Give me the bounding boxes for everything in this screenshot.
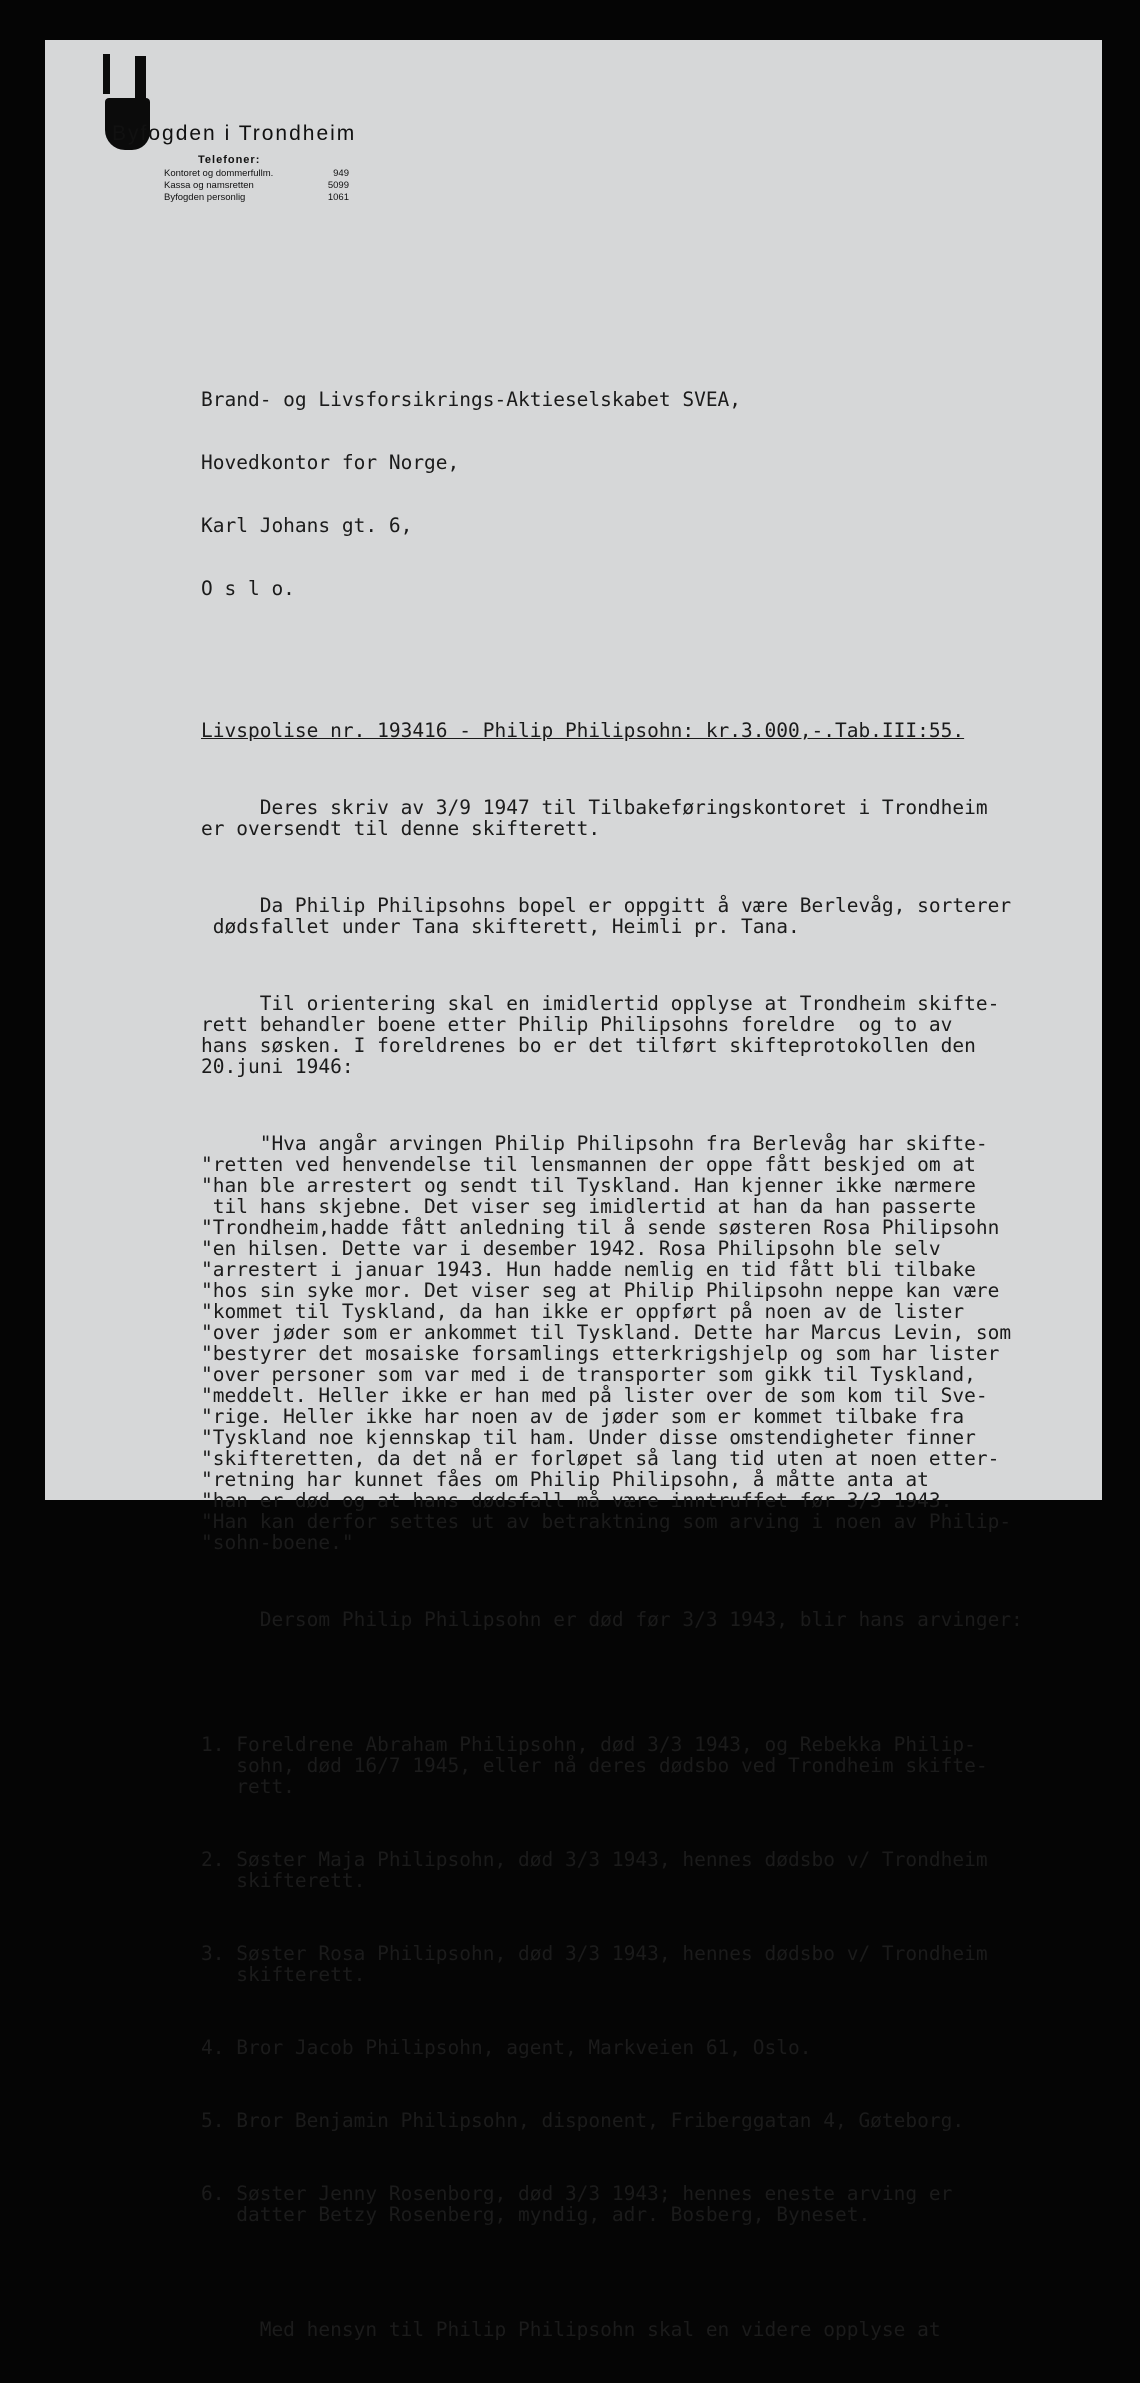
paragraph: Da Philip Philipsohns bopel er oppgitt å være Berlevåg, sorterer dødsfallet under Tana skifterett, Heimli pr. Tana.	[212, 894, 1012, 938]
heir-item: 4. Bror Jacob Philipsohn, agent, Markveien 61, Oslo.	[201, 2036, 812, 2059]
phone-label: Kontoret og dommerfullm.	[164, 168, 274, 179]
ink-blot	[135, 56, 146, 100]
phone-label: Byfogden personlig	[164, 192, 246, 203]
phones-heading: Telefoner:	[198, 154, 261, 166]
address-line: Brand- og Livsforsikrings-Aktieselskabet SVEA,	[201, 388, 742, 411]
heirs-intro: Dersom Philip Philipsohn er død før 3/3 1943, blir hans arvinger:	[201, 1608, 1023, 1631]
paragraph: Til orientering skal en imidlertid opplyse at Trondheim skifte- rett behandler boene etter Philip Philipsohns foreldre og to av hans søsken. I foreldrenes bo er det tilført skifteprotokollen den 20.juni 1946:	[201, 992, 1000, 1078]
heir-item: 1. Foreldrene Abraham Philipsohn, død 3/3 1943, og Rebekka Philip- sohn, død 16/7 1945, eller nå deres dødsbo ved Trondheim skifte- rett.	[201, 1733, 988, 1798]
recipient-address	[201, 347, 1081, 641]
phone-row	[164, 168, 349, 180]
closing-line: Med hensyn til Philip Philipsohn skal en videre opplyse at	[201, 2318, 941, 2341]
phone-row	[164, 180, 349, 192]
heir-item: 2. Søster Maja Philipsohn, død 3/3 1943, hennes dødsbo v/ Trondheim skifterett.	[201, 1848, 988, 1892]
letter-body	[201, 305, 1081, 2382]
address-line: Karl Johans gt. 6,	[201, 514, 413, 537]
paragraph: Deres skriv av 3/9 1947 til Tilbakeføringskontoret i Trondheim er oversendt til denne skifterett.	[201, 796, 988, 840]
address-line: Hovedkontor for Norge,	[201, 451, 460, 474]
heir-item: 6. Søster Jenny Rosenborg, død 3/3 1943; hennes eneste arving er datter Betzy Rosenberg, myndig, adr. Bosberg, Byneset.	[201, 2182, 953, 2226]
letterhead-title: Byfogden i Trondheim	[112, 122, 357, 145]
phone-number: 1061	[327, 192, 349, 203]
phone-row	[164, 192, 349, 204]
letterhead	[112, 122, 356, 204]
phone-list	[164, 168, 356, 204]
ink-blot	[103, 54, 110, 94]
heir-item: 3. Søster Rosa Philipsohn, død 3/3 1943, hennes dødsbo v/ Trondheim skifterett.	[201, 1942, 988, 1986]
phone-number: 949	[333, 168, 349, 179]
phone-number: 5099	[327, 180, 349, 191]
document-page	[45, 40, 1102, 2341]
heirs-list	[201, 1682, 1081, 2267]
subject-line: Livspolise nr. 193416 - Philip Philipsohn: kr.3.000,-.Tab.III:55.	[201, 719, 965, 742]
address-line: O s l o.	[201, 577, 295, 600]
quoted-protocol: "Hva angår arvingen Philip Philipsohn fra Berlevåg har skifte- "retten ved henvendelse til lensmannen der oppe fått beskjed om at "han ble arrestert og sendt til Tyskland. Han kjenner ikke nærmere til hans skjebne. Det viser seg imidlertid at han da han passerte "Trondheim,hadde fått anledning til å sende søsteren Rosa Philipsohn "en hilsen. Dette var i desember 1942. Rosa Philipsohn ble selv "arrestert i januar 1943. Hun hadde nemlig en tid fått bli tilbake "hos sin syke mor. Det viser seg at Philip Philipsohn neppe kan være "kommet til Tyskland, da han ikke er oppført på noen av de lister "over jøder som er ankommet til Tyskland. Dette har Marcus Levin, som "bestyrer det mosaiske forsamlings etterkrigshjelp og som har lister "over personer som var med i de transporter som gikk til Tyskland, "meddelt. Heller ikke er han med på lister over de som kom til Sve- "rige. Heller ikke har noen av de jøder som er kommet tilbake fra "Tyskland noe kjennskap til ham. Under disse omstendigheter finner "skifteretten, da det nå er forløpet så lang tid uten at noen etter- "retning har kunnet fåes om Philip Philipsohn, å måtte anta at "han er død og at hans dødsfall må være inntruffet før 3/3 1943. "Han kan derfor settes ut av betraktning som arving i noen av Philip- "sohn-boene."	[201, 1132, 1012, 1554]
phone-label: Kassa og namsretten	[164, 180, 254, 191]
heir-item: 5. Bror Benjamin Philipsohn, disponent, Friberggatan 4, Gøteborg.	[201, 2109, 965, 2132]
